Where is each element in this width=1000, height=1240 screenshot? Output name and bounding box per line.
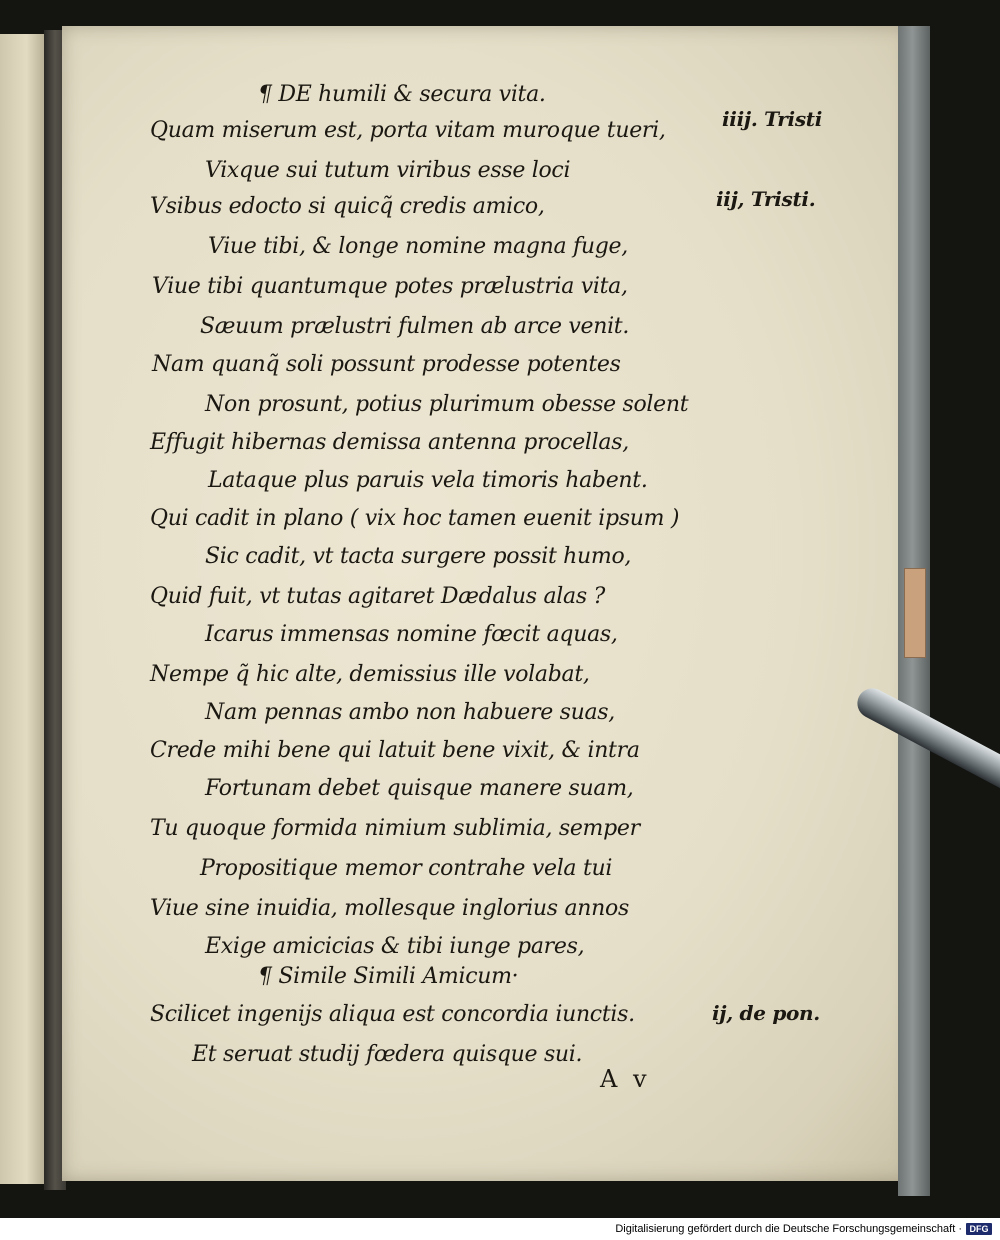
verse-line: Nam pennas ambo non habuere suas,: [205, 700, 615, 725]
margin-reference: iiij. Tristi: [722, 107, 823, 131]
verse-line: Lataque plus paruis vela timoris habent.: [208, 468, 648, 493]
verse-line: Qui cadit in plano ( vix hoc tamen euenit ipsum ): [150, 506, 680, 531]
verse-line: Sic cadit, vt tacta surgere possit humo,: [205, 544, 632, 569]
verse-line: Nempe q̃ hic alte, demissius ille volabat,: [150, 662, 590, 687]
margin-reference: ij, de pon.: [712, 1001, 820, 1025]
poem-heading: ¶ DE humili & secura vita.: [258, 82, 546, 107]
verse-line: Exige amicicias & tibi iunge pares,: [205, 934, 585, 959]
section-subheading: ¶ Simile Simili Amicum·: [258, 964, 519, 989]
verse-line: Tu quoque formida nimium sublimia, semper: [150, 816, 640, 841]
verse-line: Vixque sui tutum viribus esse loci: [205, 158, 571, 183]
verse-line: Fortunam debet quisque manere suam,: [205, 776, 634, 801]
verse-line: Non prosunt, potius plurimum obesse solent: [205, 392, 689, 417]
dfg-logo: DFG: [966, 1223, 992, 1235]
verse-line: Propositique memor contrahe vela tui: [200, 856, 613, 881]
verse-line: Scilicet ingenijs aliqua est concordia iunctis.: [150, 1002, 635, 1027]
verse-line: Crede mihi bene qui latuit bene vixit, & intra: [150, 738, 640, 763]
verse-line: Effugit hibernas demissa antenna procellas,: [150, 430, 629, 455]
verse-line: Vsibus edocto si quicq̃ credis amico,: [150, 194, 545, 219]
verse-line: Nam quanq̃ soli possunt prodesse potentes: [152, 352, 621, 377]
verse-line: Et seruat studij fœdera quisque sui.: [192, 1042, 583, 1067]
verse-line: Viue tibi quantumque potes prælustria vita,: [152, 274, 628, 299]
verse-line: Quam miserum est, porta vitam muroque tueri,: [150, 118, 666, 143]
funding-credit: Digitalisierung gefördert durch die Deutsche Forschungsgemeinschaft ·: [615, 1223, 962, 1235]
digitization-footer: [0, 1218, 1000, 1240]
verse-line: Sæuum prælustri fulmen ab arce venit.: [200, 314, 630, 339]
signature-mark: A v: [600, 1065, 651, 1093]
verse-line: Quid fuit, vt tutas agitaret Dædalus alas ?: [150, 584, 606, 609]
verse-line: Viue sine inuidia, mollesque inglorius annos: [150, 896, 629, 921]
verse-line: Viue tibi, & longe nomine magna fuge,: [208, 234, 628, 259]
margin-reference: iij, Tristi.: [716, 187, 816, 211]
verse-line: Icarus immensas nomine fœcit aquas,: [205, 622, 618, 647]
